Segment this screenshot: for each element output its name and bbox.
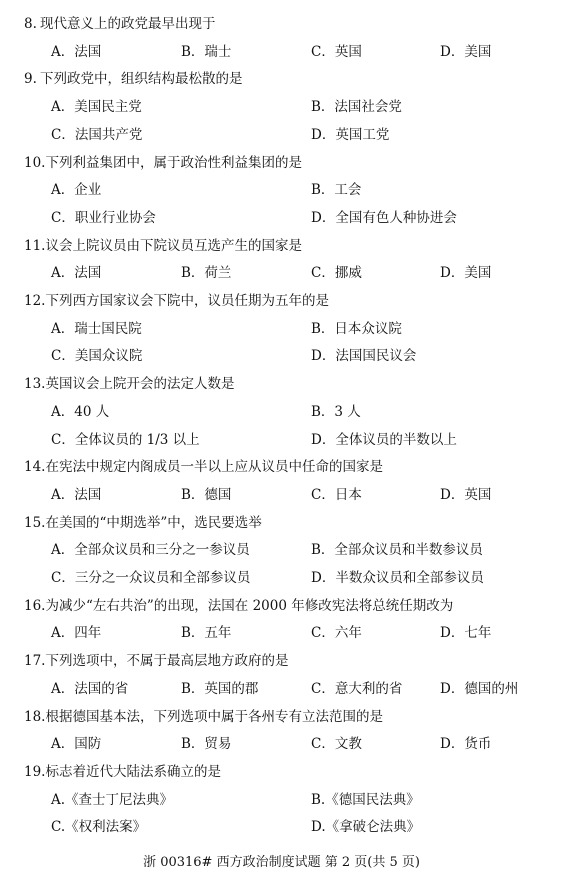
question-stem-row bbox=[0, 457, 563, 477]
option-row bbox=[0, 485, 563, 505]
answer-option: C．挪威 bbox=[311, 265, 362, 282]
answer-option: D．货币 bbox=[440, 736, 492, 753]
answer-option: C．英国 bbox=[311, 43, 362, 60]
question-number: 15. bbox=[24, 514, 46, 531]
question-text: 标志着近代大陆法系确立的是 bbox=[45, 763, 221, 780]
answer-option: B．法国社会党 bbox=[311, 99, 402, 116]
question-stem bbox=[24, 153, 302, 173]
question-stem bbox=[24, 457, 383, 477]
question-stem-row bbox=[0, 236, 563, 256]
question-stem-row bbox=[0, 291, 563, 311]
option-row bbox=[0, 125, 563, 145]
answer-option: C．六年 bbox=[311, 625, 362, 642]
question-stem bbox=[24, 291, 329, 311]
answer-option: B．3 人 bbox=[311, 403, 361, 420]
answer-option: C．美国众议院 bbox=[51, 348, 143, 365]
answer-option: B．五年 bbox=[181, 625, 232, 642]
question-stem-row bbox=[0, 69, 563, 89]
question-text: 下列利益集团中，属于政治性利益集团的是 bbox=[45, 154, 302, 171]
answer-option: D．全体议员的半数以上 bbox=[311, 431, 457, 448]
question-text: 下列选项中，不属于最高层地方政府的是 bbox=[45, 653, 289, 670]
question-stem bbox=[24, 513, 262, 533]
answer-option: B．瑞士 bbox=[181, 43, 232, 60]
answer-option: B．全部众议员和半数参议员 bbox=[311, 542, 483, 559]
question-text: 议会上院议员由下院议员互选产生的国家是 bbox=[45, 237, 302, 254]
answer-option: A．企业 bbox=[51, 182, 102, 199]
answer-option: D．德国的州 bbox=[440, 680, 519, 697]
question-text: 英国议会上院开会的法定人数是 bbox=[45, 376, 235, 393]
option-row bbox=[0, 568, 563, 588]
question-number: 19. bbox=[24, 763, 46, 780]
answer-option: D．半数众议员和全部参议员 bbox=[311, 570, 484, 586]
question-text: 现代意义上的政党最早出现于 bbox=[40, 16, 216, 32]
answer-option: A．40 人 bbox=[51, 403, 110, 420]
answer-option: C．职业行业协会 bbox=[51, 209, 156, 226]
question-stem bbox=[24, 651, 288, 671]
answer-option: C．文教 bbox=[311, 736, 362, 753]
answer-option: B．贸易 bbox=[181, 736, 232, 753]
option-row bbox=[0, 540, 563, 560]
question-number: 16. bbox=[24, 597, 46, 614]
answer-option: A．美国民主党 bbox=[51, 99, 142, 116]
answer-option: B．荷兰 bbox=[181, 265, 232, 282]
answer-option: A．法国 bbox=[51, 486, 102, 503]
option-row bbox=[0, 97, 563, 117]
option-row bbox=[0, 42, 563, 62]
answer-option: B．日本众议院 bbox=[311, 320, 402, 337]
question-stem-row bbox=[0, 707, 563, 727]
question-stem-row bbox=[0, 153, 563, 173]
question-number: 9. bbox=[24, 71, 37, 88]
question-text: 下列西方国家议会下院中，议员任期为五年的是 bbox=[45, 293, 329, 309]
answer-option: A．全部众议员和三分之一参议员 bbox=[51, 542, 250, 559]
question-stem-row bbox=[0, 762, 563, 782]
option-row bbox=[0, 623, 563, 643]
answer-option: D．全国有色人种协进会 bbox=[311, 209, 457, 226]
question-stem bbox=[24, 236, 302, 256]
question-stem-row bbox=[0, 513, 563, 533]
question-number: 10. bbox=[24, 154, 46, 171]
answer-option: C.《权利法案》 bbox=[51, 819, 147, 836]
option-row bbox=[0, 734, 563, 754]
question-stem bbox=[24, 762, 221, 782]
option-row bbox=[0, 817, 563, 837]
question-number: 14. bbox=[24, 459, 46, 476]
option-row bbox=[0, 402, 563, 422]
question-number: 17. bbox=[24, 653, 46, 670]
question-stem bbox=[24, 374, 234, 394]
question-text: 在美国的“中期选举”中，选民要选举 bbox=[45, 514, 262, 531]
question-text: 在宪法中规定内阁成员一半以上应从议员中任命的国家是 bbox=[45, 459, 383, 476]
answer-option: A．四年 bbox=[51, 625, 102, 642]
option-row bbox=[0, 679, 563, 699]
answer-option: A．法国 bbox=[51, 43, 102, 60]
answer-option: D．美国 bbox=[440, 265, 492, 282]
question-stem bbox=[24, 707, 383, 727]
question-number: 8. bbox=[24, 16, 37, 32]
answer-option: B.《德国民法典》 bbox=[311, 791, 420, 808]
question-stem bbox=[24, 14, 216, 34]
answer-option: C．全体议员的 1/3 以上 bbox=[51, 431, 200, 448]
question-stem-row bbox=[0, 651, 563, 671]
answer-option: D．美国 bbox=[440, 43, 492, 60]
question-text: 根据德国基本法，下列选项中属于各州专有立法范围的是 bbox=[45, 708, 383, 725]
answer-option: A．瑞士国民院 bbox=[51, 320, 142, 337]
answer-option: D．英国工党 bbox=[311, 126, 390, 143]
question-number: 11. bbox=[24, 237, 46, 254]
answer-option: A．法国的省 bbox=[51, 680, 129, 697]
question-stem-row bbox=[0, 14, 563, 34]
question-number: 13. bbox=[24, 376, 46, 393]
answer-option: A.《查士丁尼法典》 bbox=[51, 791, 174, 808]
page-footer: 浙 00316# 西方政治制度试题 第 2 页(共 5 页) bbox=[143, 855, 420, 870]
answer-option: A．法国 bbox=[51, 265, 102, 282]
option-row bbox=[0, 430, 563, 450]
question-stem-row bbox=[0, 374, 563, 394]
question-text: 下列政党中，组织结构最松散的是 bbox=[40, 71, 243, 88]
answer-option: B．英国的郡 bbox=[181, 680, 259, 697]
answer-option: C．三分之一众议员和全部参议员 bbox=[51, 570, 251, 586]
answer-option: C．意大利的省 bbox=[311, 680, 403, 697]
option-row bbox=[0, 790, 563, 810]
option-row bbox=[0, 346, 563, 366]
answer-option: D．法国国民议会 bbox=[311, 348, 417, 365]
question-stem bbox=[24, 69, 243, 89]
option-row bbox=[0, 180, 563, 200]
answer-option: D．七年 bbox=[440, 625, 492, 642]
answer-option: C．日本 bbox=[311, 486, 362, 503]
question-stem bbox=[24, 596, 453, 616]
question-number: 18. bbox=[24, 708, 46, 725]
answer-option: A．国防 bbox=[51, 736, 102, 753]
answer-option: D.《拿破仑法典》 bbox=[311, 819, 421, 836]
option-row bbox=[0, 263, 563, 283]
option-row bbox=[0, 208, 563, 228]
answer-option: C．法国共产党 bbox=[51, 126, 143, 143]
answer-option: B．工会 bbox=[311, 182, 362, 199]
question-number: 12. bbox=[24, 293, 46, 309]
question-text: 为减少“左右共治”的出现，法国在 2000 年修改宪法将总统任期改为 bbox=[45, 597, 454, 614]
question-stem-row bbox=[0, 596, 563, 616]
option-row bbox=[0, 319, 563, 339]
answer-option: D．英国 bbox=[440, 486, 492, 503]
answer-option: B．德国 bbox=[181, 486, 232, 503]
